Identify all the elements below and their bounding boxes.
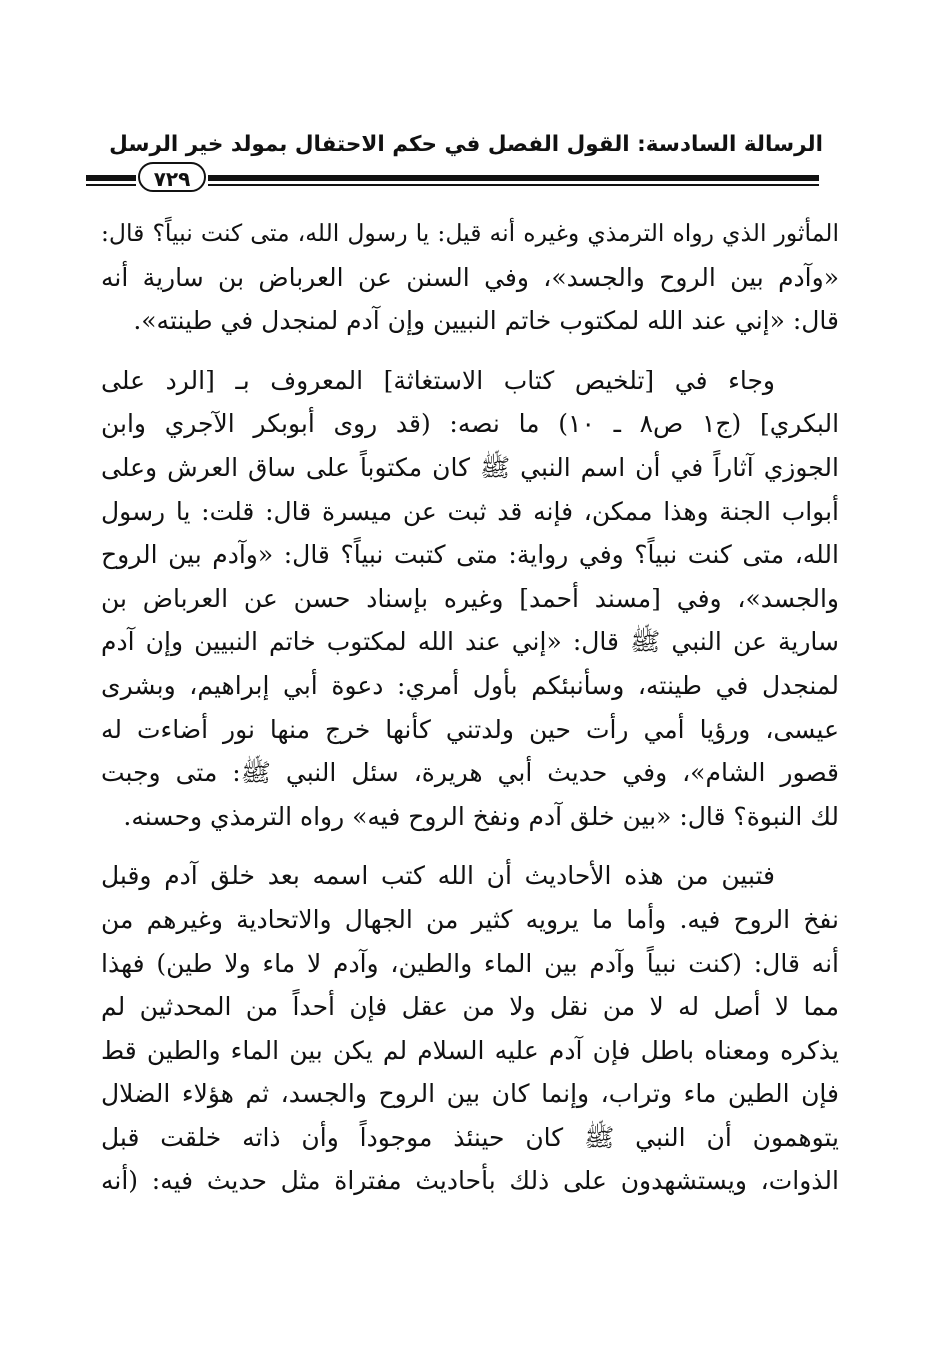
- paragraph-gap: [101, 343, 839, 359]
- header-rule-left-thick: [86, 175, 136, 181]
- text-line: قال: «إني عند الله لمكتوب خاتم النبيين وإن آدم لمنجدل في طينته».: [133, 306, 839, 336]
- text-line: الله، متى كنت نبياً؟ وفي رواية: متى كتبت نبياً؟ قال: «وآدم بين الروح: [101, 540, 839, 570]
- text-line: والجسد»، وفي [مسند أحمد] وغيره بإسناد حسن عن العرباض بن: [101, 583, 839, 613]
- text-line: عيسى، ورؤيا أمي رأت حين ولدتني كأنها خرج منها نور أضاءت له: [101, 714, 839, 744]
- text-line: نفخ الروح فيه. وأما ما يرويه كثير من الجهال والاتحادية وغيرهم من: [101, 904, 839, 934]
- text-line: «وآدم بين الروح والجسد»، وفي السنن عن العرباض بن سارية أنه: [101, 262, 839, 292]
- text-line: الجوزي آثاراً في أن اسم النبي ﷺ كان مكتوباً على ساق العرش وعلى: [101, 452, 839, 482]
- text-line: أنه قال: (كنت نبياً وآدم بين الماء والطين، وآدم لا ماء ولا طين) فهذا: [101, 948, 839, 978]
- text-line: فإن الطين ماء وتراب، وإنما كان بين الروح والجسد، ثم هؤلاء الضلال: [101, 1079, 839, 1109]
- text-line: سارية عن النبي ﷺ قال: «إني عند الله لمكتوب خاتم النبيين وإن آدم: [101, 627, 839, 657]
- text-line: البكري] (ج١ ص٨ ـ ١٠) ما نصه: (قد روى أبوبكر الآجري وابن: [101, 409, 840, 439]
- paragraph-gap: [101, 838, 839, 854]
- paragraph-2: [101, 359, 839, 839]
- text-line: وجاء في [تلخيص كتاب الاستغاثة] المعروف بـ [الرد على: [101, 365, 775, 395]
- header-rule: [86, 160, 819, 196]
- header-rule-right-thick: [208, 175, 819, 181]
- text-line: أبواب الجنة وهذا ممكن، فإنه قد ثبت عن ميسرة قال: قلت: يا رسول: [101, 496, 839, 526]
- text-line: لمنجدل في طينته، وسأنبئكم بأول أمري: دعوة أبي إبراهيم، وبشرى: [101, 670, 839, 700]
- header-rule-right-thin: [208, 184, 819, 186]
- text-line: قصور الشام»، وفي حديث أبي هريرة، سئل النبي ﷺ: متى وجبت: [101, 758, 839, 788]
- header-rule-left-thin: [86, 184, 136, 186]
- text-line: فتبين من هذه الأحاديث أن الله كتب اسمه بعد خلق آدم وقبل: [101, 861, 775, 891]
- text-line: مما لا أصل له لا من نقل ولا من عقل فإن أحداً من المحدثين لم: [101, 992, 839, 1022]
- text-line: الذوات، ويستشهدون على ذلك بأحاديث مفتراة مثل حديث فيه: (أنه: [101, 1166, 839, 1196]
- paragraph-3: [101, 854, 839, 1203]
- text-line: لك النبوة؟ قال: «بين خلق آدم ونفخ الروح فيه» رواه الترمذي وحسنه.: [123, 801, 839, 831]
- paragraph-1: [101, 212, 839, 343]
- running-title: الرسالة السادسة: القول الفصل في حكم الاحتفال بمولد خير الرسل: [109, 132, 823, 157]
- text-line: يتوهمون أن النبي ﷺ كان حينئذ موجوداً وأن ذاته خلقت قبل: [101, 1122, 839, 1152]
- page-number: ٧٢٩: [138, 162, 206, 192]
- body-text: [101, 212, 839, 1203]
- text-line: يذكره ومعناه باطل فإن آدم عليه السلام لم يكن بين الماء والطين قط: [101, 1035, 839, 1065]
- text-line: المأثور الذي رواه الترمذي وغيره أنه قيل: يا رسول الله، متى كنت نبياً؟ قال:: [101, 219, 839, 247]
